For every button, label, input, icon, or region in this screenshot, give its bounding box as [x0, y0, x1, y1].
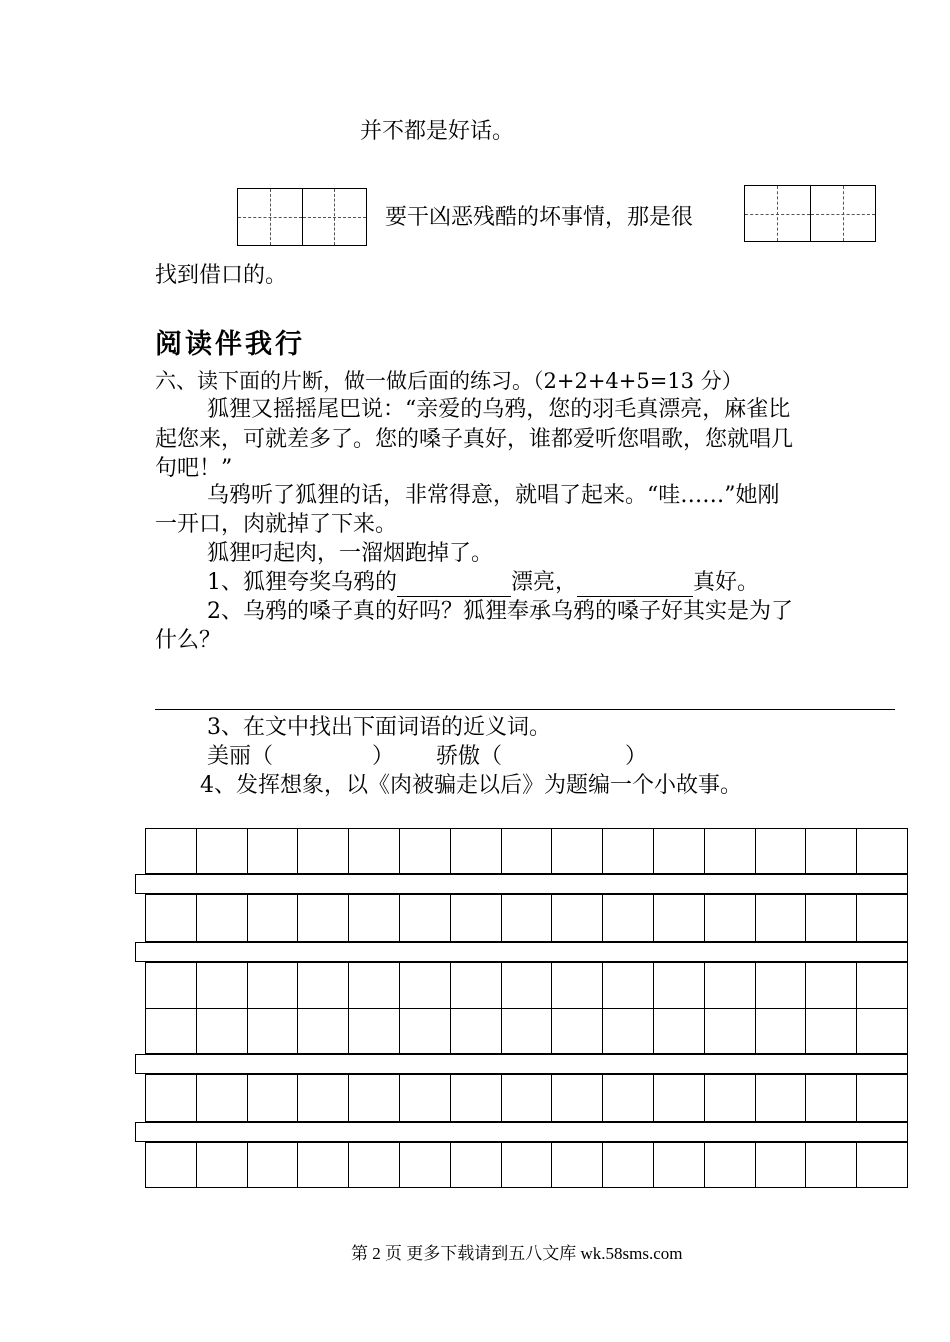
pinyin-cell	[238, 189, 303, 245]
passage-line: 起您来，可就差多了。您的嗓子真好，谁都爱听您唱歌，您就唱几	[155, 427, 794, 452]
grid-cell[interactable]	[756, 1143, 807, 1187]
grid-cell[interactable]	[298, 963, 349, 1008]
question-2-line-2: 什么？	[155, 628, 222, 653]
grid-row[interactable]	[145, 1142, 908, 1188]
grid-row[interactable]	[146, 963, 907, 1009]
grid-cell[interactable]	[349, 1009, 400, 1054]
grid-cell[interactable]	[756, 1009, 807, 1054]
answer-slot-1[interactable]	[287, 746, 367, 770]
grid-cell[interactable]	[705, 829, 756, 873]
grid-cell[interactable]	[451, 1143, 502, 1187]
question-1	[207, 569, 759, 597]
question-2-line-1: 2、乌鸦的嗓子真的好吗？狐狸奉承乌鸦的嗓子好其实是为了	[207, 599, 793, 624]
grid-cell[interactable]	[451, 1075, 502, 1121]
row-separator	[135, 1054, 908, 1074]
grid-cell[interactable]	[806, 895, 857, 941]
grid-cell[interactable]	[400, 1075, 451, 1121]
grid-cell[interactable]	[552, 1009, 603, 1054]
question-1-suffix: 真好。	[693, 570, 760, 595]
grid-row[interactable]	[145, 828, 908, 874]
section-heading: 阅读伴我行	[155, 329, 305, 360]
grid-cell[interactable]	[146, 1009, 197, 1054]
question-3-close2: ）	[625, 744, 648, 769]
grid-cell[interactable]	[451, 1009, 502, 1054]
grid-cell[interactable]	[197, 963, 248, 1008]
grid-cell[interactable]	[400, 1009, 451, 1054]
question-3-title: 3、在文中找出下面词语的近义词。	[207, 715, 551, 740]
grid-cell[interactable]	[146, 1143, 197, 1187]
grid-cell[interactable]	[502, 1009, 553, 1054]
grid-cell[interactable]	[349, 895, 400, 941]
grid-cell[interactable]	[502, 1075, 553, 1121]
grid-cell[interactable]	[603, 1143, 654, 1187]
grid-row[interactable]	[145, 1074, 908, 1122]
grid-row-double[interactable]	[145, 962, 908, 1054]
grid-cell[interactable]	[248, 1143, 299, 1187]
grid-cell[interactable]	[248, 1075, 299, 1121]
grid-cell[interactable]	[756, 829, 807, 873]
grid-cell[interactable]	[806, 1075, 857, 1121]
grid-cell[interactable]	[502, 895, 553, 941]
grid-cell[interactable]	[298, 829, 349, 873]
pinyin-cell	[745, 186, 811, 241]
grid-cell[interactable]	[451, 963, 502, 1008]
grid-cell[interactable]	[552, 1075, 603, 1121]
question-3-close1: ）	[372, 744, 395, 769]
row-separator	[135, 874, 908, 894]
pinyin-box-left[interactable]	[237, 188, 367, 246]
grid-cell[interactable]	[298, 1009, 349, 1054]
grid-cell[interactable]	[400, 963, 451, 1008]
pinyin-cell	[811, 186, 876, 241]
grid-cell[interactable]	[857, 829, 907, 873]
top-line-3: 找到借口的。	[155, 263, 288, 288]
grid-cell[interactable]	[654, 1143, 705, 1187]
top-line-1: 并不都是好话。	[360, 119, 515, 144]
grid-cell[interactable]	[146, 963, 197, 1008]
answer-line-q2[interactable]	[155, 709, 895, 710]
grid-cell[interactable]	[806, 1009, 857, 1054]
grid-cell[interactable]	[552, 1143, 603, 1187]
top-line-2: 要干凶恶残酷的坏事情，那是很	[385, 205, 694, 230]
grid-cell[interactable]	[806, 829, 857, 873]
grid-cell[interactable]	[603, 829, 654, 873]
question-3-word2: 骄傲（	[436, 744, 503, 769]
row-separator	[135, 1122, 908, 1142]
answer-slot-2[interactable]	[516, 746, 616, 770]
grid-cell[interactable]	[298, 895, 349, 941]
grid-cell[interactable]	[705, 963, 756, 1008]
grid-cell[interactable]	[857, 1143, 907, 1187]
grid-cell[interactable]	[400, 1143, 451, 1187]
grid-cell[interactable]	[502, 1143, 553, 1187]
passage-line: 一开口，肉就掉了下来。	[155, 512, 398, 537]
grid-cell[interactable]	[756, 963, 807, 1008]
grid-cell[interactable]	[197, 1143, 248, 1187]
grid-cell[interactable]	[603, 1009, 654, 1054]
grid-cell[interactable]	[146, 895, 197, 941]
grid-cell[interactable]	[298, 1143, 349, 1187]
passage-line: 狐狸叼起肉，一溜烟跑掉了。	[207, 541, 494, 566]
passage-line: 乌鸦听了狐狸的话，非常得意，就唱了起来。“哇……”她刚	[207, 483, 780, 508]
answer-blank-1[interactable]	[397, 574, 511, 597]
question-4-title: 4、发挥想象，以《肉被骗走以后》为题编一个小故事。	[200, 773, 742, 798]
question-1-prefix: 1、狐狸夸奖乌鸦的	[207, 570, 397, 595]
grid-cell[interactable]	[705, 1009, 756, 1054]
row-separator	[135, 942, 908, 962]
grid-cell[interactable]	[197, 1075, 248, 1121]
grid-cell[interactable]	[349, 829, 400, 873]
grid-cell[interactable]	[705, 895, 756, 941]
passage-line: 句吧！”	[155, 456, 233, 481]
grid-cell[interactable]	[806, 1143, 857, 1187]
grid-cell[interactable]	[603, 895, 654, 941]
grid-cell[interactable]	[298, 1075, 349, 1121]
grid-cell[interactable]	[400, 895, 451, 941]
grid-cell[interactable]	[248, 829, 299, 873]
grid-row[interactable]	[146, 1009, 907, 1054]
grid-cell[interactable]	[349, 963, 400, 1008]
grid-cell[interactable]	[451, 895, 502, 941]
grid-cell[interactable]	[857, 1009, 907, 1054]
grid-cell[interactable]	[451, 829, 502, 873]
grid-cell[interactable]	[248, 1009, 299, 1054]
grid-cell[interactable]	[552, 963, 603, 1008]
grid-cell[interactable]	[806, 963, 857, 1008]
grid-cell[interactable]	[248, 963, 299, 1008]
grid-cell[interactable]	[654, 1009, 705, 1054]
grid-cell[interactable]	[756, 1075, 807, 1121]
grid-cell[interactable]	[552, 895, 603, 941]
question-3-word1: 美丽（	[207, 744, 274, 769]
grid-cell[interactable]	[654, 963, 705, 1008]
grid-cell[interactable]	[857, 963, 907, 1008]
grid-cell[interactable]	[502, 829, 553, 873]
grid-row[interactable]	[145, 894, 908, 942]
grid-cell[interactable]	[349, 1075, 400, 1121]
grid-cell[interactable]	[197, 829, 248, 873]
question-1-middle: 漂亮，	[511, 570, 578, 595]
answer-blank-2[interactable]	[577, 574, 693, 597]
grid-cell[interactable]	[146, 1075, 197, 1121]
page-footer: 第 2 页 更多下载请到五八文库 wk.58sms.com	[351, 1244, 683, 1263]
pinyin-box-right[interactable]	[744, 185, 876, 242]
grid-cell[interactable]	[857, 895, 907, 941]
grid-cell[interactable]	[502, 963, 553, 1008]
grid-cell[interactable]	[705, 1143, 756, 1187]
grid-cell[interactable]	[400, 829, 451, 873]
grid-cell[interactable]	[654, 895, 705, 941]
grid-cell[interactable]	[552, 829, 603, 873]
grid-cell[interactable]	[603, 963, 654, 1008]
grid-cell[interactable]	[705, 1075, 756, 1121]
grid-cell[interactable]	[349, 1143, 400, 1187]
grid-cell[interactable]	[197, 1009, 248, 1054]
grid-cell[interactable]	[146, 829, 197, 873]
question-6-title: 六、读下面的片断，做一做后面的练习。（2+2+4+5=13 分）	[155, 369, 743, 393]
grid-cell[interactable]	[248, 895, 299, 941]
grid-cell[interactable]	[756, 895, 807, 941]
pinyin-cell	[303, 189, 367, 245]
grid-cell[interactable]	[654, 1075, 705, 1121]
grid-cell[interactable]	[603, 1075, 654, 1121]
grid-cell[interactable]	[197, 895, 248, 941]
passage-line: 狐狸又摇摇尾巴说：“亲爱的乌鸦，您的羽毛真漂亮，麻雀比	[207, 397, 791, 422]
grid-cell[interactable]	[857, 1075, 907, 1121]
grid-cell[interactable]	[654, 829, 705, 873]
